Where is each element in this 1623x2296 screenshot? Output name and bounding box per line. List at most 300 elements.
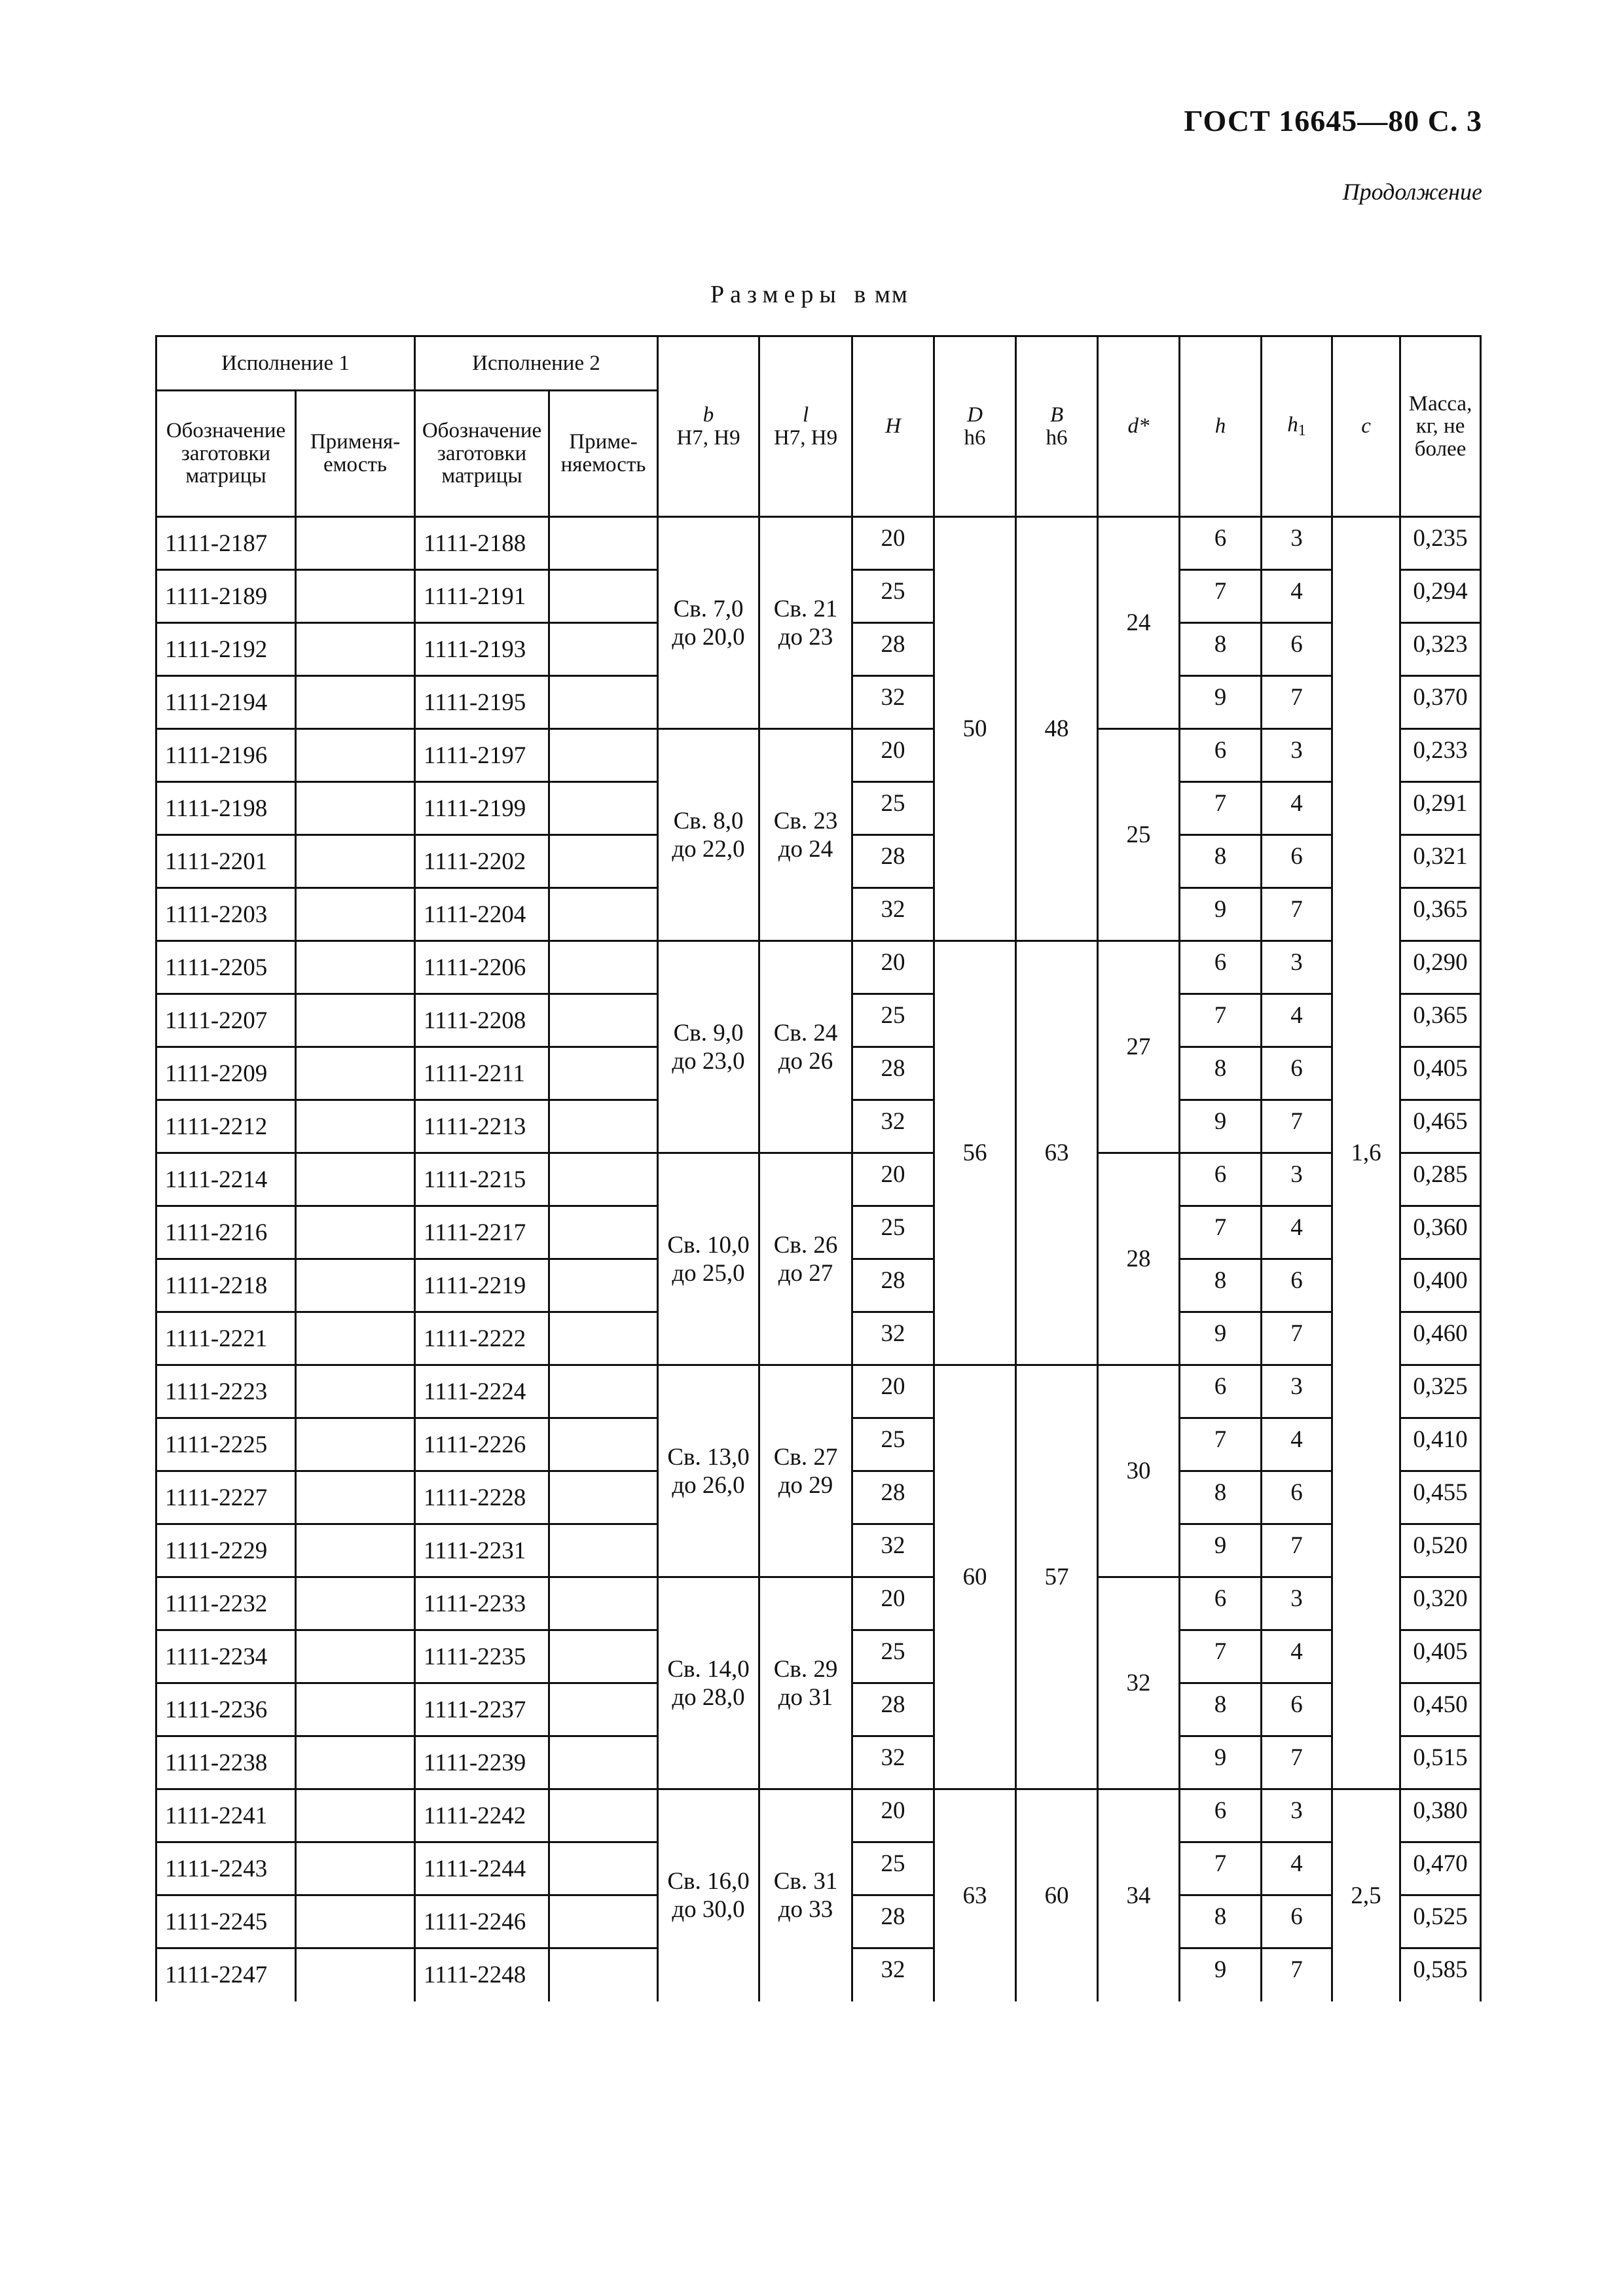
designation-v1-cell: 1111-2189 xyxy=(156,570,296,623)
mass-cell: 0,320 xyxy=(1400,1577,1481,1630)
D-cell: 56 xyxy=(934,941,1016,1365)
h1-cell: 7 xyxy=(1262,1312,1332,1365)
designation-v2-cell: 1111-2204 xyxy=(415,888,549,941)
designation-v1-cell: 1111-2223 xyxy=(156,1365,296,1418)
col-header-D xyxy=(934,336,1016,517)
applicability-v1-cell xyxy=(296,1895,415,1948)
applicability-v1-cell xyxy=(296,1365,415,1418)
designation-v1-cell: 1111-2201 xyxy=(156,835,296,888)
h1-cell: 4 xyxy=(1262,994,1332,1047)
applicability-v1-cell xyxy=(296,994,415,1047)
col-header-designation-2: Обозначение заготовки матрицы xyxy=(415,391,549,517)
col-header-l-tolerance: H7, H9 xyxy=(773,425,838,450)
applicability-v1-cell xyxy=(296,1312,415,1365)
B-cell: 48 xyxy=(1016,517,1098,941)
designation-v2-cell: 1111-2188 xyxy=(415,517,549,570)
applicability-v2-cell xyxy=(549,1842,658,1895)
range-to: до 27 xyxy=(778,1259,833,1287)
designation-v1-cell: 1111-2192 xyxy=(156,623,296,676)
H-cell: 28 xyxy=(852,1471,934,1524)
D-cell: 63 xyxy=(934,1789,1016,2001)
mass-cell: 0,455 xyxy=(1400,1471,1481,1524)
h-cell: 6 xyxy=(1180,729,1262,782)
designation-v1-cell: 1111-2225 xyxy=(156,1418,296,1471)
applicability-v2-cell xyxy=(549,729,658,782)
designation-v2-cell: 1111-2217 xyxy=(415,1206,549,1259)
B-cell: 63 xyxy=(1016,941,1098,1365)
table-row xyxy=(156,517,1481,570)
h-cell: 9 xyxy=(1180,1736,1262,1789)
designation-v1-cell: 1111-2221 xyxy=(156,1312,296,1365)
table-row xyxy=(156,1577,1481,1630)
range-to: до 24 xyxy=(778,835,833,863)
h-cell: 7 xyxy=(1180,1630,1262,1683)
range-to: до 26 xyxy=(778,1047,833,1075)
h1-cell: 4 xyxy=(1262,782,1332,835)
applicability-v1-cell xyxy=(296,888,415,941)
applicability-v2-cell xyxy=(549,1577,658,1630)
designation-v2-cell: 1111-2193 xyxy=(415,623,549,676)
mass-cell: 0,290 xyxy=(1400,941,1481,994)
H-cell: 20 xyxy=(852,1365,934,1418)
group-header-version-1: Исполнение 1 xyxy=(156,336,415,391)
applicability-v2-cell xyxy=(549,941,658,994)
designation-v1-cell: 1111-2218 xyxy=(156,1259,296,1312)
mass-cell: 0,400 xyxy=(1400,1259,1481,1312)
b-range-cell xyxy=(658,1577,759,1789)
H-cell: 25 xyxy=(852,1842,934,1895)
applicability-v1-cell xyxy=(296,782,415,835)
range-to: до 25,0 xyxy=(672,1259,745,1287)
h1-cell: 3 xyxy=(1262,517,1332,570)
group-header-version-2: Исполнение 2 xyxy=(415,336,658,391)
table-row xyxy=(156,941,1481,994)
d-cell: 30 xyxy=(1098,1365,1180,1577)
h-cell: 6 xyxy=(1180,1789,1262,1842)
mass-cell: 0,525 xyxy=(1400,1895,1481,1948)
col-header-B xyxy=(1016,336,1098,517)
page-header: ГОСТ 16645—80 С. 3 xyxy=(1184,104,1482,137)
dimensions-table xyxy=(155,335,1482,2001)
h1-cell: 7 xyxy=(1262,1100,1332,1153)
designation-v2-cell: 1111-2226 xyxy=(415,1418,549,1471)
l-range-cell xyxy=(759,1577,852,1789)
H-cell: 20 xyxy=(852,1789,934,1842)
designation-v2-cell: 1111-2195 xyxy=(415,676,549,729)
designation-v2-cell: 1111-2215 xyxy=(415,1153,549,1206)
designation-v2-cell: 1111-2213 xyxy=(415,1100,549,1153)
table-row xyxy=(156,1365,1481,1418)
b-range-cell xyxy=(658,517,759,729)
H-cell: 25 xyxy=(852,570,934,623)
mass-cell: 0,370 xyxy=(1400,676,1481,729)
h-cell: 6 xyxy=(1180,1153,1262,1206)
applicability-v1-cell xyxy=(296,729,415,782)
mass-cell: 0,380 xyxy=(1400,1789,1481,1842)
mass-cell: 0,235 xyxy=(1400,517,1481,570)
H-cell: 28 xyxy=(852,835,934,888)
designation-v2-cell: 1111-2219 xyxy=(415,1259,549,1312)
H-cell: 32 xyxy=(852,1100,934,1153)
c-cell: 2,5 xyxy=(1332,1789,1400,2001)
range-to: до 23 xyxy=(778,623,833,651)
applicability-v1-cell xyxy=(296,1789,415,1842)
col-header-l xyxy=(759,336,852,517)
mass-cell: 0,405 xyxy=(1400,1047,1481,1100)
col-header-h1-symbol: h xyxy=(1287,412,1298,437)
designation-v2-cell: 1111-2235 xyxy=(415,1630,549,1683)
h-cell: 8 xyxy=(1180,1259,1262,1312)
table-body xyxy=(156,517,1481,2001)
D-cell: 50 xyxy=(934,517,1016,941)
H-cell: 28 xyxy=(852,1259,934,1312)
applicability-v1-cell xyxy=(296,1206,415,1259)
designation-v2-cell: 1111-2208 xyxy=(415,994,549,1047)
H-cell: 32 xyxy=(852,1948,934,2001)
col-header-h1 xyxy=(1262,336,1332,517)
col-header-B-tolerance: h6 xyxy=(1046,425,1068,450)
designation-v1-cell: 1111-2229 xyxy=(156,1524,296,1577)
h1-cell: 4 xyxy=(1262,1206,1332,1259)
h1-cell: 6 xyxy=(1262,835,1332,888)
designation-v1-cell: 1111-2245 xyxy=(156,1895,296,1948)
mass-cell: 0,233 xyxy=(1400,729,1481,782)
h-cell: 8 xyxy=(1180,835,1262,888)
designation-v1-cell: 1111-2196 xyxy=(156,729,296,782)
designation-v1-cell: 1111-2187 xyxy=(156,517,296,570)
designation-v1-cell: 1111-2236 xyxy=(156,1683,296,1736)
applicability-v2-cell xyxy=(549,1471,658,1524)
h-cell: 7 xyxy=(1180,1206,1262,1259)
applicability-v2-cell xyxy=(549,1365,658,1418)
designation-v1-cell: 1111-2198 xyxy=(156,782,296,835)
h1-cell: 3 xyxy=(1262,1365,1332,1418)
applicability-v1-cell xyxy=(296,676,415,729)
designation-v2-cell: 1111-2244 xyxy=(415,1842,549,1895)
h-cell: 7 xyxy=(1180,782,1262,835)
h1-cell: 6 xyxy=(1262,623,1332,676)
l-range-cell xyxy=(759,1789,852,2001)
H-cell: 20 xyxy=(852,517,934,570)
applicability-v1-cell xyxy=(296,570,415,623)
designation-v1-cell: 1111-2216 xyxy=(156,1206,296,1259)
B-cell: 60 xyxy=(1016,1789,1098,2001)
h1-cell: 7 xyxy=(1262,888,1332,941)
H-cell: 20 xyxy=(852,1153,934,1206)
h-cell: 9 xyxy=(1180,1312,1262,1365)
range-to: до 28,0 xyxy=(672,1683,745,1711)
h1-cell: 4 xyxy=(1262,1630,1332,1683)
designation-v1-cell: 1111-2238 xyxy=(156,1736,296,1789)
designation-v2-cell: 1111-2211 xyxy=(415,1047,549,1100)
applicability-v1-cell xyxy=(296,1047,415,1100)
mass-cell: 0,520 xyxy=(1400,1524,1481,1577)
mass-cell: 0,410 xyxy=(1400,1418,1481,1471)
col-header-d: d* xyxy=(1098,336,1180,517)
dimensions-unit: в мм xyxy=(854,281,909,308)
h-cell: 7 xyxy=(1180,994,1262,1047)
h1-cell: 3 xyxy=(1262,1577,1332,1630)
designation-v2-cell: 1111-2237 xyxy=(415,1683,549,1736)
range-to: до 31 xyxy=(778,1683,833,1711)
applicability-v2-cell xyxy=(549,623,658,676)
range-to: до 29 xyxy=(778,1471,833,1499)
designation-v2-cell: 1111-2197 xyxy=(415,729,549,782)
h1-cell: 7 xyxy=(1262,676,1332,729)
designation-v1-cell: 1111-2209 xyxy=(156,1047,296,1100)
h1-cell: 6 xyxy=(1262,1471,1332,1524)
l-range-cell xyxy=(759,729,852,941)
H-cell: 28 xyxy=(852,1895,934,1948)
mass-cell: 0,285 xyxy=(1400,1153,1481,1206)
h-cell: 6 xyxy=(1180,1365,1262,1418)
applicability-v1-cell xyxy=(296,1577,415,1630)
h1-cell: 7 xyxy=(1262,1524,1332,1577)
designation-v1-cell: 1111-2232 xyxy=(156,1577,296,1630)
applicability-v2-cell xyxy=(549,570,658,623)
designation-v2-cell: 1111-2202 xyxy=(415,835,549,888)
applicability-v1-cell xyxy=(296,1100,415,1153)
table-row xyxy=(156,1153,1481,1206)
range-from: Св. 29 xyxy=(773,1655,838,1683)
range-from: Св. 31 xyxy=(773,1868,838,1895)
range-to: до 26,0 xyxy=(672,1471,745,1499)
H-cell: 25 xyxy=(852,1206,934,1259)
mass-cell: 0,405 xyxy=(1400,1630,1481,1683)
h-cell: 9 xyxy=(1180,888,1262,941)
range-from: Св. 10,0 xyxy=(667,1231,750,1259)
h-cell: 9 xyxy=(1180,1948,1262,2001)
h-cell: 8 xyxy=(1180,623,1262,676)
l-range-cell xyxy=(759,941,852,1153)
applicability-v1-cell xyxy=(296,1948,415,2001)
mass-cell: 0,360 xyxy=(1400,1206,1481,1259)
b-range-cell xyxy=(658,1789,759,2001)
col-header-H: H xyxy=(852,336,934,517)
applicability-v1-cell xyxy=(296,1842,415,1895)
range-to: до 33 xyxy=(778,1896,833,1924)
h-cell: 9 xyxy=(1180,676,1262,729)
designation-v1-cell: 1111-2205 xyxy=(156,941,296,994)
h1-cell: 4 xyxy=(1262,1418,1332,1471)
designation-v2-cell: 1111-2246 xyxy=(415,1895,549,1948)
applicability-v1-cell xyxy=(296,1259,415,1312)
designation-v2-cell: 1111-2199 xyxy=(415,782,549,835)
range-to: до 22,0 xyxy=(672,835,745,863)
col-header-applicability-2: Применяемость xyxy=(549,391,658,517)
range-from: Св. 27 xyxy=(773,1443,838,1471)
applicability-v1-cell xyxy=(296,517,415,570)
mass-cell: 0,470 xyxy=(1400,1842,1481,1895)
designation-v1-cell: 1111-2207 xyxy=(156,994,296,1047)
l-range-cell xyxy=(759,1153,852,1365)
range-from: Св. 21 xyxy=(773,595,838,622)
applicability-v2-cell xyxy=(549,1895,658,1948)
applicability-v1-cell xyxy=(296,1683,415,1736)
col-header-b-tolerance: H7, H9 xyxy=(676,425,740,450)
designation-v2-cell: 1111-2191 xyxy=(415,570,549,623)
h-cell: 9 xyxy=(1180,1100,1262,1153)
h-cell: 8 xyxy=(1180,1047,1262,1100)
h1-cell: 3 xyxy=(1262,941,1332,994)
table-row xyxy=(156,729,1481,782)
designation-v2-cell: 1111-2228 xyxy=(415,1471,549,1524)
col-header-D-symbol: D xyxy=(967,403,983,427)
designation-v1-cell: 1111-2234 xyxy=(156,1630,296,1683)
applicability-v2-cell xyxy=(549,1100,658,1153)
mass-cell: 0,515 xyxy=(1400,1736,1481,1789)
designation-v2-cell: 1111-2248 xyxy=(415,1948,549,2001)
designation-v1-cell: 1111-2227 xyxy=(156,1471,296,1524)
d-cell: 28 xyxy=(1098,1153,1180,1365)
H-cell: 20 xyxy=(852,941,934,994)
H-cell: 28 xyxy=(852,1683,934,1736)
range-to: до 30,0 xyxy=(672,1896,745,1924)
designation-v1-cell: 1111-2194 xyxy=(156,676,296,729)
mass-cell: 0,321 xyxy=(1400,835,1481,888)
h-cell: 8 xyxy=(1180,1471,1262,1524)
c-cell: 1,6 xyxy=(1332,517,1400,1789)
h1-cell: 4 xyxy=(1262,570,1332,623)
h1-cell: 7 xyxy=(1262,1948,1332,2001)
H-cell: 32 xyxy=(852,1524,934,1577)
continuation-label: Продолжение xyxy=(1342,179,1482,205)
range-from: Св. 14,0 xyxy=(667,1655,750,1683)
H-cell: 25 xyxy=(852,994,934,1047)
H-cell: 25 xyxy=(852,1418,934,1471)
h1-cell: 6 xyxy=(1262,1895,1332,1948)
col-header-D-tolerance: h6 xyxy=(964,425,986,450)
H-cell: 32 xyxy=(852,1736,934,1789)
h-cell: 9 xyxy=(1180,1524,1262,1577)
D-cell: 60 xyxy=(934,1365,1016,1789)
h1-cell: 3 xyxy=(1262,1789,1332,1842)
col-header-l-symbol: l xyxy=(802,403,809,427)
applicability-v2-cell xyxy=(549,1789,658,1842)
designation-v2-cell: 1111-2222 xyxy=(415,1312,549,1365)
range-from: Св. 7,0 xyxy=(673,595,744,622)
applicability-v2-cell xyxy=(549,1418,658,1471)
range-from: Св. 26 xyxy=(773,1231,838,1259)
range-to: до 23,0 xyxy=(672,1047,745,1075)
applicability-v2-cell xyxy=(549,1736,658,1789)
mass-cell: 0,585 xyxy=(1400,1948,1481,2001)
range-to: до 20,0 xyxy=(672,623,745,651)
h1-cell: 6 xyxy=(1262,1047,1332,1100)
d-cell: 34 xyxy=(1098,1789,1180,2001)
range-from: Св. 24 xyxy=(773,1019,838,1047)
applicability-v2-cell xyxy=(549,1259,658,1312)
h1-cell: 4 xyxy=(1262,1842,1332,1895)
h1-cell: 3 xyxy=(1262,1153,1332,1206)
mass-cell: 0,291 xyxy=(1400,782,1481,835)
h1-cell: 6 xyxy=(1262,1683,1332,1736)
H-cell: 28 xyxy=(852,1047,934,1100)
designation-v2-cell: 1111-2242 xyxy=(415,1789,549,1842)
designation-v1-cell: 1111-2214 xyxy=(156,1153,296,1206)
applicability-v2-cell xyxy=(549,1948,658,2001)
col-header-mass: Масса, кг, не более xyxy=(1400,336,1481,517)
range-from: Св. 16,0 xyxy=(667,1868,750,1895)
applicability-v2-cell xyxy=(549,782,658,835)
mass-cell: 0,365 xyxy=(1400,994,1481,1047)
H-cell: 32 xyxy=(852,1312,934,1365)
applicability-v1-cell xyxy=(296,1630,415,1683)
range-from: Св. 8,0 xyxy=(673,807,744,834)
mass-cell: 0,323 xyxy=(1400,623,1481,676)
applicability-v1-cell xyxy=(296,1153,415,1206)
designation-v2-cell: 1111-2239 xyxy=(415,1736,549,1789)
designation-v2-cell: 1111-2206 xyxy=(415,941,549,994)
col-header-h: h xyxy=(1180,336,1262,517)
h-cell: 8 xyxy=(1180,1895,1262,1948)
H-cell: 20 xyxy=(852,729,934,782)
col-header-b-symbol: b xyxy=(702,403,714,427)
applicability-v1-cell xyxy=(296,835,415,888)
mass-cell: 0,465 xyxy=(1400,1100,1481,1153)
h1-cell: 6 xyxy=(1262,1259,1332,1312)
range-from: Св. 13,0 xyxy=(667,1443,750,1471)
col-header-b xyxy=(658,336,759,517)
dimensions-word: Размеры xyxy=(710,281,842,308)
H-cell: 32 xyxy=(852,888,934,941)
applicability-v2-cell xyxy=(549,517,658,570)
designation-v1-cell: 1111-2241 xyxy=(156,1789,296,1842)
d-cell: 32 xyxy=(1098,1577,1180,1789)
b-range-cell xyxy=(658,1153,759,1365)
mass-cell: 0,365 xyxy=(1400,888,1481,941)
b-range-cell xyxy=(658,1365,759,1577)
designation-v1-cell: 1111-2203 xyxy=(156,888,296,941)
range-from: Св. 9,0 xyxy=(673,1019,744,1047)
mass-cell: 0,460 xyxy=(1400,1312,1481,1365)
col-header-designation-1: Обозначение заготовки матрицы xyxy=(156,391,296,517)
applicability-v2-cell xyxy=(549,994,658,1047)
b-range-cell xyxy=(658,941,759,1153)
applicability-v1-cell xyxy=(296,1736,415,1789)
d-cell: 27 xyxy=(1098,941,1180,1153)
applicability-v2-cell xyxy=(549,888,658,941)
d-cell: 24 xyxy=(1098,517,1180,729)
designation-v2-cell: 1111-2231 xyxy=(415,1524,549,1577)
applicability-v2-cell xyxy=(549,1683,658,1736)
H-cell: 20 xyxy=(852,1577,934,1630)
h-cell: 7 xyxy=(1180,1842,1262,1895)
col-header-c: c xyxy=(1332,336,1400,517)
mass-cell: 0,325 xyxy=(1400,1365,1481,1418)
applicability-v1-cell xyxy=(296,1418,415,1471)
H-cell: 25 xyxy=(852,782,934,835)
b-range-cell xyxy=(658,729,759,941)
designation-v2-cell: 1111-2224 xyxy=(415,1365,549,1418)
H-cell: 25 xyxy=(852,1630,934,1683)
col-header-applicability-1: Применяемость xyxy=(296,391,415,517)
applicability-v2-cell xyxy=(549,835,658,888)
col-header-B-symbol: B xyxy=(1049,403,1064,427)
mass-cell: 0,450 xyxy=(1400,1683,1481,1736)
h1-cell: 7 xyxy=(1262,1736,1332,1789)
H-cell: 32 xyxy=(852,676,934,729)
h-cell: 8 xyxy=(1180,1683,1262,1736)
H-cell: 28 xyxy=(852,623,934,676)
h-cell: 6 xyxy=(1180,941,1262,994)
table-row xyxy=(156,1789,1481,1842)
designation-v1-cell: 1111-2243 xyxy=(156,1842,296,1895)
designation-v1-cell: 1111-2212 xyxy=(156,1100,296,1153)
applicability-v2-cell xyxy=(549,1312,658,1365)
applicability-v2-cell xyxy=(549,676,658,729)
h-cell: 7 xyxy=(1180,1418,1262,1471)
